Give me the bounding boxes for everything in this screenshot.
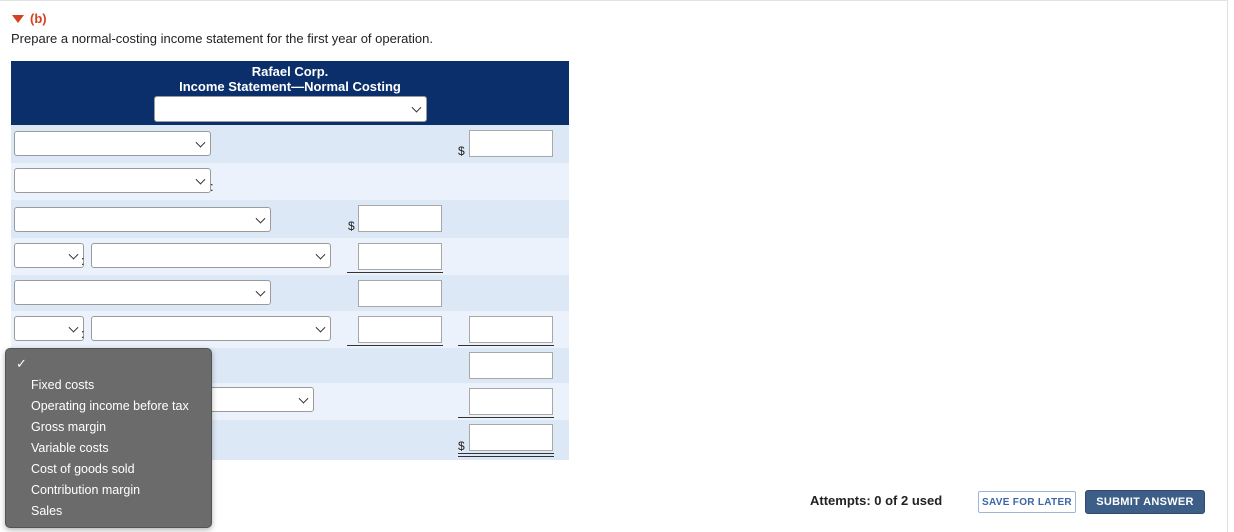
save-for-later-button[interactable]: SAVE FOR LATER (978, 491, 1076, 513)
chevron-down-icon (256, 213, 266, 223)
dollar-sign: $ (348, 219, 355, 233)
statement-row (11, 275, 569, 311)
submit-answer-button[interactable]: SUBMIT ANSWER (1085, 490, 1205, 514)
underline (458, 417, 554, 418)
operator-select[interactable] (14, 316, 84, 341)
line-item-dropdown-menu (5, 348, 212, 528)
amount-input[interactable] (358, 280, 442, 307)
menu-option-variable-costs[interactable]: Variable costs (31, 441, 109, 455)
check-icon: ✓ (16, 356, 27, 371)
menu-option-contribution-margin[interactable]: Contribution margin (31, 483, 141, 497)
amount-input[interactable] (469, 316, 553, 343)
colon: : (81, 253, 85, 268)
line-item-select[interactable] (14, 168, 211, 193)
chevron-down-icon (196, 174, 206, 184)
amount-input[interactable] (469, 352, 553, 379)
dollar-sign: $ (458, 439, 465, 453)
line-item-select[interactable] (14, 207, 271, 232)
chevron-down-icon (316, 249, 326, 259)
statement-row (11, 163, 569, 200)
menu-option-sales[interactable]: Sales (31, 504, 63, 518)
operator-select[interactable] (14, 243, 84, 268)
statement-header (11, 61, 569, 125)
menu-option-fixed-costs[interactable]: Fixed costs (31, 378, 95, 392)
statement-title: Income Statement—Normal Costing (179, 79, 401, 94)
line-item-select[interactable] (14, 131, 211, 156)
chevron-down-icon (316, 322, 326, 332)
chevron-down-icon (196, 137, 206, 147)
line-item-select[interactable] (91, 316, 331, 341)
colon: : (81, 326, 85, 341)
menu-option-gross-margin[interactable]: Gross margin (31, 420, 107, 434)
period-select[interactable] (154, 96, 427, 122)
double-underline (458, 453, 554, 457)
amount-input[interactable] (358, 243, 442, 270)
chevron-down-icon (299, 393, 309, 403)
amount-input[interactable] (469, 388, 553, 415)
underline (458, 345, 554, 346)
statement-row (11, 200, 569, 238)
amount-input[interactable] (469, 424, 553, 451)
line-item-select[interactable] (91, 243, 331, 268)
part-b-toggle[interactable] (12, 11, 47, 26)
amount-input[interactable] (469, 130, 553, 157)
part-label: (b) (30, 11, 47, 26)
attempts-counter: Attempts: 0 of 2 used (810, 493, 943, 508)
instruction-text: Prepare a normal-costing income statement for the first year of operation. (11, 31, 433, 46)
statement-row (11, 125, 569, 163)
chevron-down-icon (69, 322, 79, 332)
chevron-down-icon (412, 103, 422, 113)
chevron-down-icon (256, 286, 266, 296)
menu-option-cost-of-goods-sold[interactable]: Cost of goods sold (31, 462, 135, 476)
amount-input[interactable] (358, 316, 442, 343)
company-name: Rafael Corp. (251, 64, 329, 79)
expand-triangle-icon (12, 15, 24, 23)
menu-option-operating-income-before-tax[interactable]: Operating income before tax (31, 399, 189, 413)
underline (347, 272, 443, 273)
amount-input[interactable] (358, 205, 442, 232)
colon: : (210, 179, 214, 194)
statement-row (11, 238, 569, 275)
underline (347, 345, 443, 346)
chevron-down-icon (69, 249, 79, 259)
line-item-select[interactable] (14, 280, 271, 305)
dollar-sign: $ (458, 144, 465, 158)
statement-row (11, 311, 569, 348)
